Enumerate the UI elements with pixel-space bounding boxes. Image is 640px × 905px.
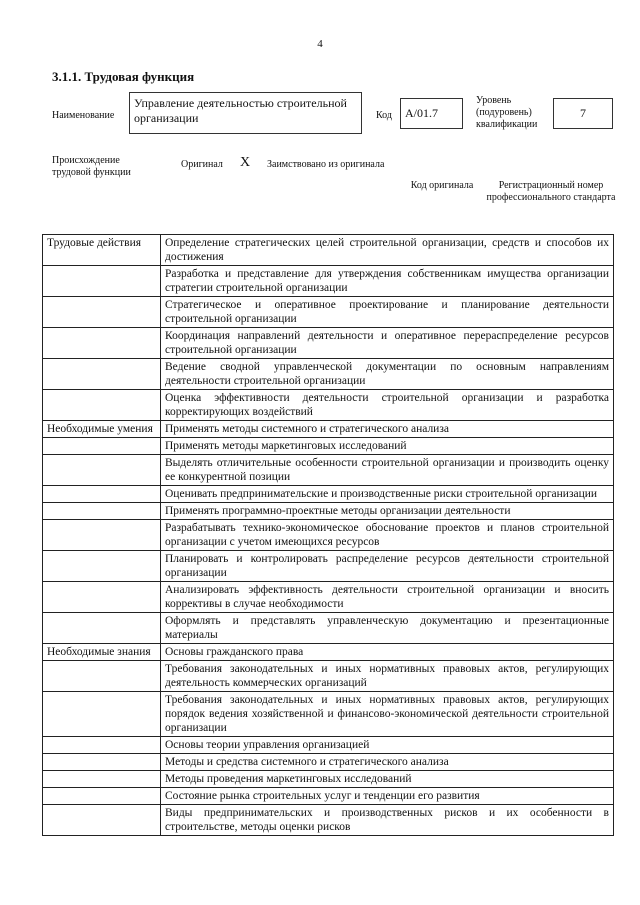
table-row xyxy=(43,266,614,297)
section-heading-cell xyxy=(43,297,161,328)
section-heading-cell xyxy=(43,390,161,421)
table-cell-item: Методы проведения маркетинговых исследований xyxy=(161,771,614,788)
table-cell-item: Стратегическое и оперативное проектирование и планирование деятельности строительной организации xyxy=(161,297,614,328)
table-cell-item: Методы и средства системного и стратегического анализа xyxy=(161,754,614,771)
code-box xyxy=(400,98,463,129)
table-cell-item: Применять программно-проектные методы организации деятельности xyxy=(161,503,614,520)
section-heading-cell xyxy=(43,359,161,390)
table-row xyxy=(43,503,614,520)
name-label: Наименование xyxy=(52,110,115,121)
table-cell-item: Основы гражданского права xyxy=(161,644,614,661)
section-heading-cell xyxy=(43,328,161,359)
table-row xyxy=(43,390,614,421)
section-title: 3.1.1. Трудовая функция xyxy=(52,69,195,84)
section-heading: Трудовые действия xyxy=(43,235,161,266)
table-cell-item: Оценивать предпринимательские и производственные риски строительной организации xyxy=(161,486,614,503)
table-cell-item: Разработка и представление для утверждения собственникам имущества организации стратегии строительной организации xyxy=(161,266,614,297)
table-row xyxy=(43,328,614,359)
section-heading-cell xyxy=(43,771,161,788)
section-heading-cell xyxy=(43,438,161,455)
table-row xyxy=(43,582,614,613)
section-heading-cell xyxy=(43,692,161,737)
section-heading-cell xyxy=(43,486,161,503)
section-heading-cell xyxy=(43,788,161,805)
table-row xyxy=(43,297,614,328)
function-name-value: Управление деятельностью строительной организации xyxy=(134,96,347,125)
table-row xyxy=(43,421,614,438)
table-cell-item: Применять методы маркетинговых исследований xyxy=(161,438,614,455)
table-row xyxy=(43,520,614,551)
table-row xyxy=(43,661,614,692)
table-cell-item: Применять методы системного и стратегического анализа xyxy=(161,421,614,438)
table-row xyxy=(43,754,614,771)
table-row xyxy=(43,438,614,455)
reg-number-label: Регистрационный номер профессионального стандарта xyxy=(486,180,616,203)
table-row xyxy=(43,359,614,390)
table-row xyxy=(43,455,614,486)
table-cell-item: Ведение сводной управленческой документации по основным направлениям деятельности строительной организации xyxy=(161,359,614,390)
table-cell-item: Требования законодательных и иных нормативных правовых актов, регулирующих деятельность коммерческих организаций xyxy=(161,661,614,692)
section-heading: Необходимые умения xyxy=(43,421,161,438)
table-row xyxy=(43,613,614,644)
table-cell-item: Основы теории управления организацией xyxy=(161,737,614,754)
table-cell-item: Анализировать эффективность деятельности строительной организации и вносить коррективы в случае необходимости xyxy=(161,582,614,613)
table-cell-item: Определение стратегических целей строительной организации, средств и способов их достижения xyxy=(161,235,614,266)
function-details-table xyxy=(42,234,614,836)
section-heading-cell xyxy=(43,582,161,613)
original-label: Оригинал xyxy=(181,159,223,170)
section-heading-cell xyxy=(43,520,161,551)
table-cell-item: Оценка эффективности деятельности строительной организации и разработка корректирующих воздействий xyxy=(161,390,614,421)
table-row xyxy=(43,692,614,737)
table-row xyxy=(43,486,614,503)
level-value: 7 xyxy=(580,106,586,120)
table-row xyxy=(43,788,614,805)
page-number: 4 xyxy=(317,38,323,50)
section-heading-cell xyxy=(43,754,161,771)
table-row xyxy=(43,805,614,836)
section-heading-cell xyxy=(43,455,161,486)
section-heading-cell xyxy=(43,661,161,692)
table-cell-item: Координация направлений деятельности и оперативное перераспределение ресурсов строительной организации xyxy=(161,328,614,359)
section-heading-cell xyxy=(43,805,161,836)
original-mark: X xyxy=(240,155,251,170)
section-heading-cell xyxy=(43,613,161,644)
table-cell-item: Разрабатывать технико-экономическое обоснование проектов и планов строительной организации с учетом имеющихся ресурсов xyxy=(161,520,614,551)
table-row xyxy=(43,771,614,788)
table-cell-item: Требования законодательных и иных нормативных правовых актов, регулирующих порядок ведения хозяйственной и финансово-экономической деятельности строительной организации xyxy=(161,692,614,737)
level-label: Уровень (подуровень) квалификации xyxy=(476,95,538,130)
section-heading-cell xyxy=(43,266,161,297)
section-heading-cell xyxy=(43,551,161,582)
table-cell-item: Планировать и контролировать распределение ресурсов деятельности строительной организации xyxy=(161,551,614,582)
table-row xyxy=(43,551,614,582)
borrowed-label: Заимствовано из оригинала xyxy=(267,159,385,170)
table-cell-item: Состояние рынка строительных услуг и тенденции его развития xyxy=(161,788,614,805)
section-heading-cell xyxy=(43,503,161,520)
table-cell-item: Выделять отличительные особенности строительной организации и производить оценку ее конкурентной позиции xyxy=(161,455,614,486)
section-heading-cell xyxy=(43,737,161,754)
code-value: А/01.7 xyxy=(405,106,438,120)
table-row xyxy=(43,644,614,661)
function-name-box xyxy=(129,92,362,134)
code-label: Код xyxy=(376,110,392,121)
table-cell-item: Виды предпринимательских и производственных рисков и их особенности в строительстве, методы оценки рисков xyxy=(161,805,614,836)
level-box xyxy=(553,98,613,129)
table-row xyxy=(43,737,614,754)
table-row xyxy=(43,235,614,266)
table-cell-item: Оформлять и представлять управленческую документацию и презентационные материалы xyxy=(161,613,614,644)
code-original-label: Код оригинала xyxy=(410,180,474,191)
section-heading: Необходимые знания xyxy=(43,644,161,661)
origin-label: Происхождение трудовой функции xyxy=(52,155,131,178)
